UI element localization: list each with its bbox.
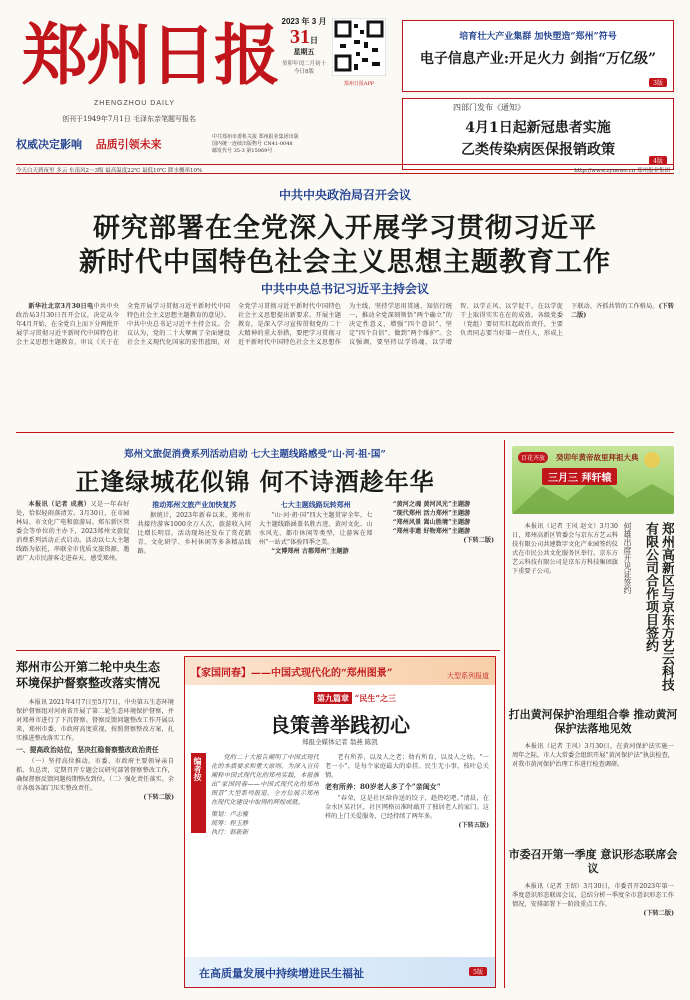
feature-body-text: 老有所养，以及人之老；幼有所育，以及人之幼。“一老一小”，是每个家庭最大的牵挂。民生无小事，枝叶总关情。 [325, 754, 489, 779]
lead-body-text: 中共中央政治局3月30日召开会议，决定从今年4月开始，在全党自上而下分两批开展学习贯彻习近平新时代中国特色社会主义思想主题教育，审议《关于在全党开展学习贯彻习近平新时代中国特色社会主义思想主题教育的意见》。中共中央总书记习近平主持会议。会议认为，党的二十大擘画了全面建设社会主义现代化国家的宏伟蓝图，对全党学习贯彻习近平新时代中国特色社会主义思想提出新要求。开展主题教育，是深入学习宣传贯彻党的二十大精神的重大举措，要把学习贯彻习近平新时代中国特色社会主义思想作为主线，坚持学思用贯通、知信行统一，推动全党深刻领悟“两个确立”的决定性意义，增强“四个意识”、坚定“四个自信”、做到“两个维护”。会议强调，要坚持以学铸魂、以学增智、以学正风、以学促干，在以学促干上取得实实在在的成效。各级党委（党组）要切实扛起政治责任，主要负责同志要当好第一责任人，形成上下联动、齐抓共管的工作格局。 [16, 303, 659, 346]
env-more[interactable]: (下转二版) [143, 794, 174, 801]
feature-sub: 老有所养：80岁老人多了个“亲闺女” [325, 782, 441, 791]
env-body [16, 698, 174, 988]
lead-subtitle: 中共中央总书记习近平主持会议 [260, 282, 429, 296]
weekday: 星期五 [293, 47, 315, 56]
right-body [512, 522, 618, 698]
travel-body-text: 又是一年春好处，恰似轻雨落清芳。3月30日，在市园林局、市文化广电和旅游局、郑东新区管委会等单位的主办下，2023郑州文旅促消费系列活动正式启动。活动以七大主题线路为依托，串联全市优质文旅资源，邀请广大市民游客走进春天、感受郑州。 [16, 501, 130, 562]
right-story-2-title-text: 打出黄河保护治理组合拳 推动黄河保护法落地见效 [508, 708, 678, 735]
right-story-2-title [508, 708, 678, 736]
right-vert-title: 郑州高新区与京东方艺云科技有限公司合作项目签约 [643, 522, 674, 691]
right-col-divider [504, 440, 505, 988]
info-1: 中共郑州市委机关报 郑州报业集团出版 [212, 134, 299, 140]
event-ad[interactable] [512, 446, 674, 514]
right-story-3-title-text: 市委召开第一季度 意识形态联席会议 [508, 848, 678, 875]
travel-body-2: 据统计，2023年新春以来，郑州市共接待游客1000余万人次，旅游收入同比增长明显。活动现场还发布了赏花踏青、文化研学、乡村休闲等多条精品线路。 [137, 512, 251, 555]
lead-more[interactable]: (下转二版) [571, 303, 674, 319]
top-headline-2-line-1: 4月1日起新冠患者实施 [465, 120, 611, 136]
date-day-suffix: 日 [310, 35, 318, 45]
feature-bottom-page[interactable]: 5版 [469, 967, 487, 976]
right-story-2-body [512, 742, 674, 832]
date-block [278, 16, 330, 75]
feature-theme-num: 三 [388, 693, 396, 703]
lead-intro: 新华社北京3月30日电 [28, 303, 94, 310]
right-story-3-text: 本报讯（记者 王绍）3月30日，市委召开2023年第一季度意识形态联席会议，总结分析一季度全市意识形态工作情况，安排部署下一阶段重点工作。 [512, 883, 674, 908]
env-sub-1: 一、提高政治站位，坚决扛稳督察整改政治责任 [16, 746, 159, 754]
travel-list-1: “文博郑州 古都郑州”主题游 [271, 548, 349, 555]
env-body-text: 本报讯 2021年4月7日至5月7日，中央第五生态环境保护督察组对河南省开展了第二轮生态环境保护督察，并对郑州市进行了下沉督察。督察反馈问题整改工作开展以来，郑州市委、市政府高度重视，按照督察整改方案，扎实推进整改落实工作。 [16, 699, 174, 742]
feature-body [325, 753, 489, 949]
top-headline-2-kicker: 四部门发布《通知》 [453, 103, 525, 112]
weather-text: 今天白天到夜里 多云 东南风2～3级 最高温度22℃ 最低10℃ 降水概率10% [16, 168, 203, 174]
top-headline-2[interactable] [402, 98, 674, 170]
feature-title: 良策善举践初心 [270, 713, 410, 737]
travel-intro: 本报讯（记者 成燕） [28, 501, 91, 508]
env-title-line-1: 郑州市公开第二轮中央生态 [16, 660, 161, 674]
top-headline-1-title: 电子信息产业:开足火力 剑指“万亿级” [419, 51, 657, 67]
travel-more[interactable]: (下转二版) [463, 537, 494, 544]
founded-line: 创刊于1949年7月1日 毛泽东亲笔题写报名 [62, 115, 196, 123]
top-headline-2-line-2: 乙类传染病医保报销政策 [461, 142, 615, 158]
date-day: 31 [290, 26, 310, 48]
lead-title-line-1: 研究部署在全党深入开展学习贯彻习近平 [93, 213, 597, 244]
travel-body-3: “山·河·祖·国”四大主题贯穿全年，七大主题线路涵盖名胜古迹、黄河文化、山水风光、都市休闲等类型，让游客在郑州“一站式”体验四季之美。 [259, 512, 373, 546]
feature-credit-2: 统筹：程玉静 [211, 820, 249, 827]
travel-body [16, 500, 494, 650]
qr-caption: 郑州日报APP [343, 81, 375, 87]
qr-code[interactable] [332, 18, 386, 88]
feature-quote-text: 党的二十大报告阐明了中国式现代化的本质要求和重大原则。为深入宣传阐释中国式现代化的郑州实践，本报推出“家国同春——中国式现代化的郑州图景”大型系列报道，全方位展示郑州在现代化建设中取得的辉煌成就。 [211, 754, 319, 806]
top-headline-2-page[interactable]: 4版 [649, 156, 667, 165]
ad-sub: 癸卯年黄帝故里拜祖大典 [556, 453, 639, 462]
right-vert-sub: 何雄出席开见证签约 [623, 522, 632, 594]
feature-byline: 郑报全媒体记者 翁燕 陈凯 [302, 738, 378, 746]
feature-chapter [295, 693, 415, 704]
travel-sub-1: 推动郑州文旅产业加快复苏 [152, 500, 237, 509]
feature-bottom-title: 在高质量发展中持续增进民生福祉 [199, 967, 364, 980]
lead-title-line-2: 新时代中国特色社会主义思想主题教育工作 [79, 247, 611, 278]
issue-line-2: 今日8版 [294, 69, 314, 75]
divider [16, 432, 674, 433]
lead-body [16, 302, 674, 428]
feature-banner [185, 657, 495, 685]
slogan-blue: 权威决定影响 [16, 138, 82, 151]
env-body-2: （一）坚持高位推动。市委、市政府主要领导亲自抓、负总责，定期召开专题会议研究部署督察整改工作，确保督察反馈问题按期整改到位。（二）强化责任落实。全市各级各部门压实整改责任。 [16, 758, 174, 792]
lead-kicker: 中共中央政治局召开会议 [278, 188, 411, 202]
feature-quote [211, 753, 319, 933]
feature-more[interactable]: (下转五版) [458, 822, 489, 829]
travel-list-3: “现代郑州 活力郑州”主题游 [392, 510, 471, 517]
top-headline-1[interactable] [402, 20, 674, 92]
ad-title: 三月三 拜轩辕 [542, 468, 617, 485]
ad-tag: 百花齐放 [518, 452, 548, 463]
masthead [16, 10, 392, 162]
feature-theme: “民生”之 [354, 693, 388, 703]
top-headline-1-kicker: 培育壮大产业集群 加快塑造“郑州”符号 [459, 32, 617, 42]
top-headline-1-page[interactable]: 3版 [649, 78, 667, 87]
newspaper-logo: 郑州日报 [22, 16, 278, 94]
feature-body-2: “春荣，这是社区给你送的饺子，趁热吃吧。”清晨，在金水区某社区，社区网格员准时敲开了独居老人的家门。这样的上门关爱服务，已经持续了两年多。 [325, 795, 489, 820]
feature-banner-tag: 大型系列报道 [447, 672, 489, 680]
travel-kicker: 郑州文旅促消费系列活动启动 七大主题线路感受“山·河·祖·国” [124, 449, 386, 460]
travel-sub-2: 七大主题线路玩转郑州 [280, 500, 351, 509]
right-story-3-title [508, 848, 678, 876]
travel-title: 正逢绿城花似锦 何不诗酒趁年华 [75, 467, 435, 496]
feature-banner-title: 【家国同春】——中国式现代化的“郑州图景” [191, 668, 393, 679]
travel-list-4: “郑州风景 嵩山胜境”主题游 [392, 519, 471, 526]
env-title-line-2: 环境保护督察整改落实情况 [16, 676, 161, 690]
feature-credit-3: 执行：韩新新 [211, 829, 249, 836]
travel-list-5: “郑州非遗 好物郑州”主题游 [392, 528, 471, 535]
info-2: 国内统一连续出版物号 CN41-0048 [212, 141, 293, 147]
right-body-text: 本报讯（记者 王风 赵文）3月30日，郑州高新区管委会与京东方艺云科技有限公司共建数字文化产业园签约仪式在市民公共文化服务区举行。京东方艺云科技有限公司是京东方科技集团旗下重要子公司。 [512, 523, 618, 575]
feature-credit-1: 策划：卢志雅 [211, 811, 249, 818]
logo-pinyin: ZHENGZHOU DAILY [94, 100, 175, 107]
right-more[interactable]: (下转二版) [643, 910, 674, 917]
feature-side-tag: 编者按 [191, 753, 206, 833]
feature-chapter-label: 第九篇章 [314, 692, 352, 704]
info-block [212, 134, 392, 155]
travel-list-2: “黄河之魂 黄河风光”主题游 [392, 501, 471, 508]
issue-line-1: 癸卯年闰二月初十 [281, 61, 326, 67]
right-story-3-body [512, 882, 674, 986]
website-text: http://www.zynews.cn 郑州报业集团 [574, 168, 670, 174]
slogan-red: 品质引领未来 [95, 138, 162, 151]
divider-2 [16, 650, 500, 651]
weather-bar [16, 164, 674, 174]
feature-bottom-bar[interactable] [185, 957, 495, 987]
right-story-2-text: 本报讯（记者 王风）3月30日，在黄河保护法实施一周年之际，市人大常委会组织开展“黄河保护法”执法检查，对我市黄河保护治理工作进行检查调研。 [512, 743, 674, 768]
date-year-month: 2023 年 3 月 [281, 17, 327, 26]
feature-box [184, 656, 496, 988]
info-3: 邮发代号 35-3 第15969号 [212, 148, 273, 154]
